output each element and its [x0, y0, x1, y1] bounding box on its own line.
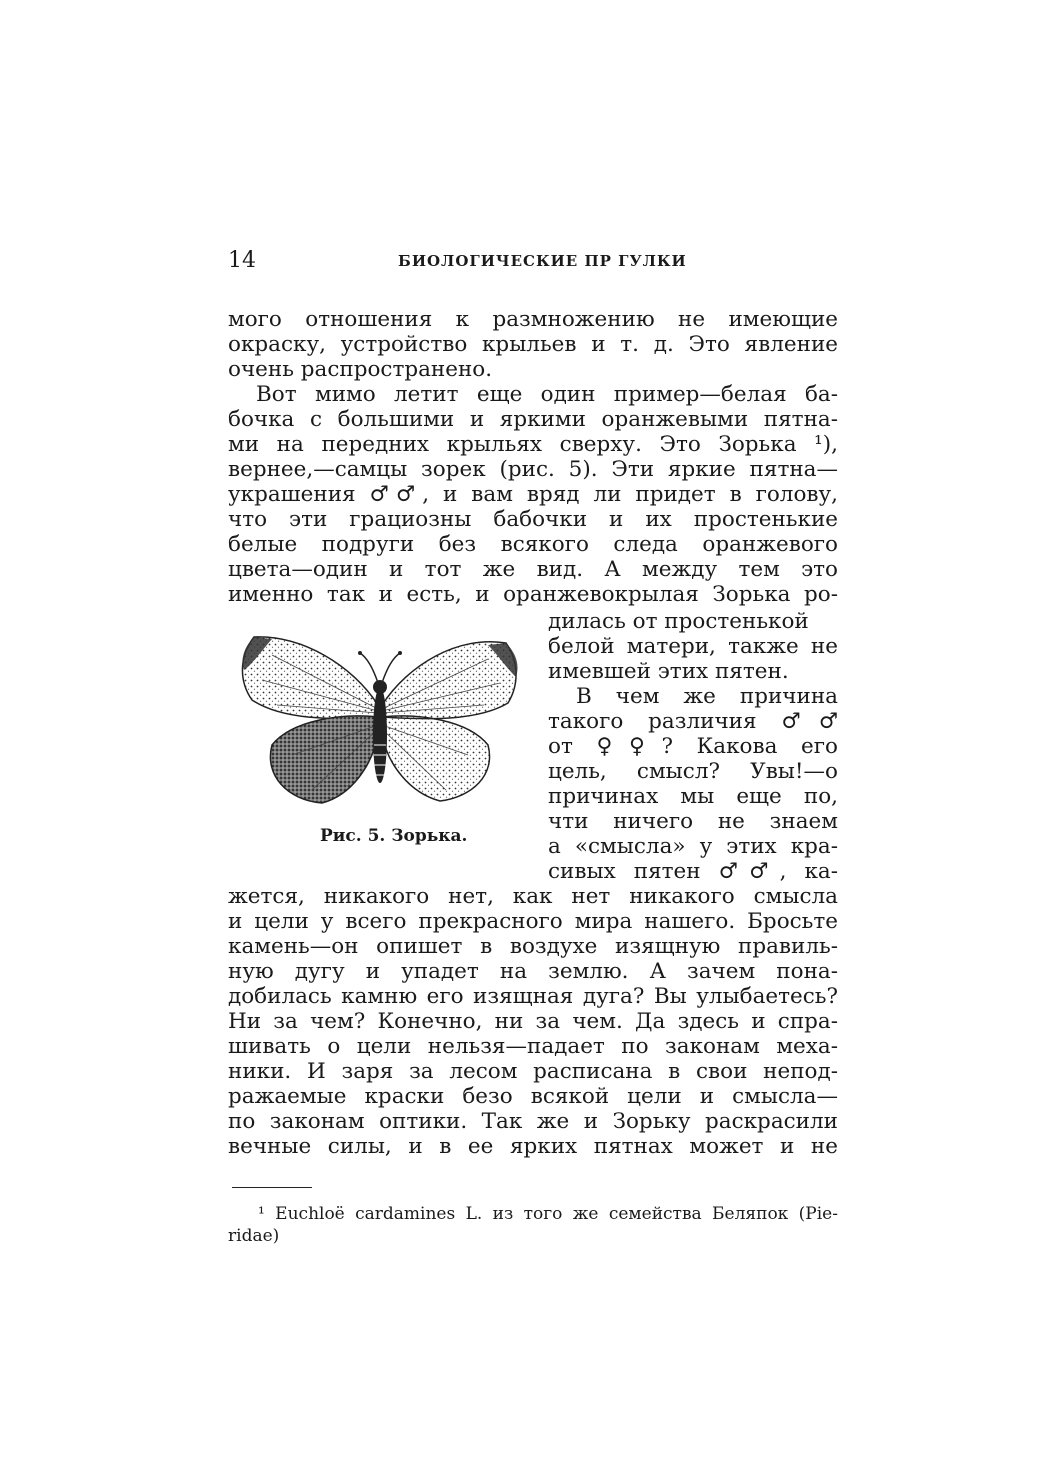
text-line: по законам оптики. Так же и Зорьку раскрасили: [228, 1109, 838, 1134]
butterfly-illustration: [232, 625, 528, 815]
text-line: сивых пятен ♂♂, ка-: [548, 859, 838, 884]
text-line: что эти грациозны бабочки и их простенькие: [228, 507, 838, 532]
footnote-rule: [232, 1187, 312, 1188]
text-line: ники. И заря за лесом расписана в свои непод-: [228, 1059, 838, 1084]
text-line: камень—он опишет в воздухе изящную правиль-: [228, 934, 838, 959]
running-head: БИОЛОГИЧЕСКИЕ ПР ГУЛКИ: [398, 252, 687, 270]
text-line: шивать о цели нельзя—падает по законам меха-: [228, 1034, 838, 1059]
right-hindwing: [382, 716, 490, 801]
text-line: причинах мы еще по,: [548, 784, 838, 809]
text-line: украшения ♂♂, и вам вряд ли придет в голову,: [228, 482, 838, 507]
figure-caption: Рис. 5. Зорька.: [320, 826, 468, 846]
footnote-line: ¹ Euchloë cardamines L. из того же семейства Беляпок (Pie-: [258, 1204, 838, 1224]
text-line: окраску, устройство крыльев и т. д. Это явление: [228, 332, 838, 357]
text-line: бочка с большими и яркими оранжевыми пятна-: [228, 407, 838, 432]
text-line: цель, смысл? Увы!—о: [548, 759, 838, 784]
text-line: Вот мимо летит еще один пример—белая ба-: [256, 382, 838, 407]
text-line: чти ничего не знаем: [548, 809, 838, 834]
text-line: белые подруги без всякого следа оранжевого: [228, 532, 838, 557]
butterfly-body: [373, 687, 387, 783]
text-line: цвета—один и тот же вид. А между тем это: [228, 557, 838, 582]
page-header: [228, 248, 838, 278]
page-number: 14: [228, 248, 256, 273]
text-line: вечные силы, и в ее ярких пятнах может и не: [228, 1134, 838, 1159]
text-line: дилась от простенькой: [548, 609, 809, 634]
text-line: Ни за чем? Конечно, ни за чем. Да здесь и спра-: [228, 1009, 838, 1034]
text-line: очень распространено.: [228, 357, 493, 382]
footnote-line: ridae): [228, 1226, 280, 1246]
text-line: ную дугу и упадет на землю. А зачем пона-: [228, 959, 838, 984]
text-line: а «смысла» у этих кра-: [548, 834, 838, 859]
text-line: вернее,—самцы зорек (рис. 5). Эти яркие пятна—: [228, 457, 838, 482]
text-line: ми на передних крыльях сверху. Это Зорька ¹),: [228, 432, 838, 457]
text-line: жется, никакого нет, как нет никакого смысла: [228, 884, 838, 909]
text-line: такого различия ♂♂: [548, 709, 838, 734]
text-line: и цели у всего прекрасного мира нашего. Бросьте: [228, 909, 838, 934]
text-line: белой матери, также не: [548, 634, 838, 659]
left-hindwing: [270, 716, 378, 803]
butterfly-figure: [232, 625, 528, 815]
text-line: от ♀♀? Какова его: [548, 734, 838, 759]
text-line: имевшей этих пятен.: [548, 659, 789, 684]
text-line: мого отношения к размножению не имеющие: [228, 307, 838, 332]
text-line: добилась камню его изящная дуга? Вы улыбаетесь?: [228, 984, 838, 1009]
text-line: В чем же причина: [576, 684, 838, 709]
text-line: ражаемые краски безо всякой цели и смысла—: [228, 1084, 838, 1109]
text-line: именно так и есть, и оранжевокрылая Зорька ро-: [228, 582, 838, 607]
